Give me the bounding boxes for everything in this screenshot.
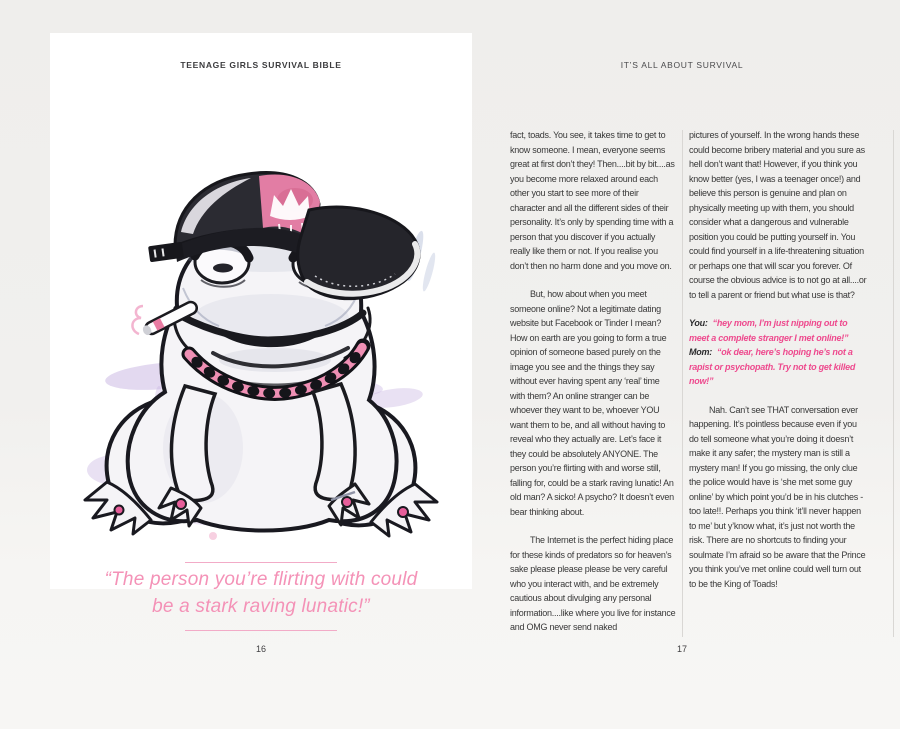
right-margin-rule <box>893 130 894 637</box>
right-page-number: 17 <box>676 644 687 654</box>
dialogue-mom-label: Mom: <box>689 347 712 357</box>
pull-quote <box>50 566 472 620</box>
pull-quote-line-2: be a stark raving lunatic!” <box>152 596 370 617</box>
right-running-header: IT’S ALL ABOUT SURVIVAL <box>620 60 744 70</box>
left-page-number: 16 <box>255 644 266 654</box>
paragraph: But, how about when you meet someone online? Not a legitimate dating website but Facebook or Tinder I mean? How on earth are you going to form a true opinion of someone based purely on the image you see and the things they say without ever having spent any ‘real’ time with them? An online stranger can be whoever they want to be, whoever YOU want them to be, and all without having to reveal who they actually are. Let’s face it they could be absolutely ANYONE. The person you’re flirting with and worse still, falling for, could be a stark raving lunatic! An old man? A sicko! A psycho? It doesn’t even bear thinking about. <box>510 289 674 517</box>
dialogue-you-quote: “hey mom, I’m just nipping out to meet a complete stranger I met online!” <box>689 318 849 343</box>
left-running-header: TEENAGE GIRLS SURVIVAL BIBLE <box>180 60 342 70</box>
dialogue-you-label: You: <box>689 318 708 328</box>
quote-rule-top <box>185 562 337 563</box>
paragraph: pictures of yourself. In the wrong hands these could become bribery material and you sure as hell don’t want that! However, if you think you know better (yes, I was a teenager once!) and believe this person is genuine and plan on physically meeting up with them, you should consider what a dangerous and vulnerable position you could be putting yourself in. You could find yourself in a life-threatening situation or perhaps one that will scar you forever. Of course the obvious advice is to not go at all....or to tell a parent or friend but what use is that? <box>689 130 867 300</box>
toad-illustration <box>63 148 458 553</box>
column-divider-rule <box>682 130 683 637</box>
text-column-1 <box>510 128 676 649</box>
toad-illustration-svg <box>63 148 458 553</box>
dialogue-mom-quote: “ok dear, here’s hoping he’s not a rapist or psychopath. Try not to get killed now!” <box>689 347 856 386</box>
text-column-2 <box>689 128 867 605</box>
pull-quote-line-1: “The person you’re flirting with could <box>104 569 418 590</box>
quote-rule-bottom <box>185 630 337 631</box>
smoke-curl <box>132 306 143 334</box>
paragraph: Nah. Can’t see THAT conversation ever happening. It’s pointless because even if you do tell someone what you’re doing it doesn’t make it any safer; the mystery man is still a mystery man! If you go missing, the only clue the police would have is ‘she met some guy online’ by which point you’d be in his clutches - too late!!. Perhaps you think ‘it’ll never happen to me’ but y’know what, it’s just not worth the risk. There are no shortcuts to finding your soulmate I’m afraid so be aware that the Prince you think you’ve met online could well turn out to be the King of Toads! <box>689 404 866 589</box>
paragraph: The Internet is the perfect hiding place for these kinds of predators so for heaven’s sake please please please be very careful who you interact with, and be extremely cautious about divulging any personal information....like where you live for instance and OMG never send naked <box>510 535 676 632</box>
paragraph: fact, toads. You see, it takes time to get to know someone. I mean, everyone seems great at first don’t they! Then....bit by bit....as you become more relaxed around each other you start to see more of their character and all the different sides of their personality. It’s only by spending time with a person that you discover if you actually really like them or not. If you realise you don’t then no harm done and you move on. <box>510 130 675 271</box>
dialogue-paragraph <box>689 316 867 389</box>
